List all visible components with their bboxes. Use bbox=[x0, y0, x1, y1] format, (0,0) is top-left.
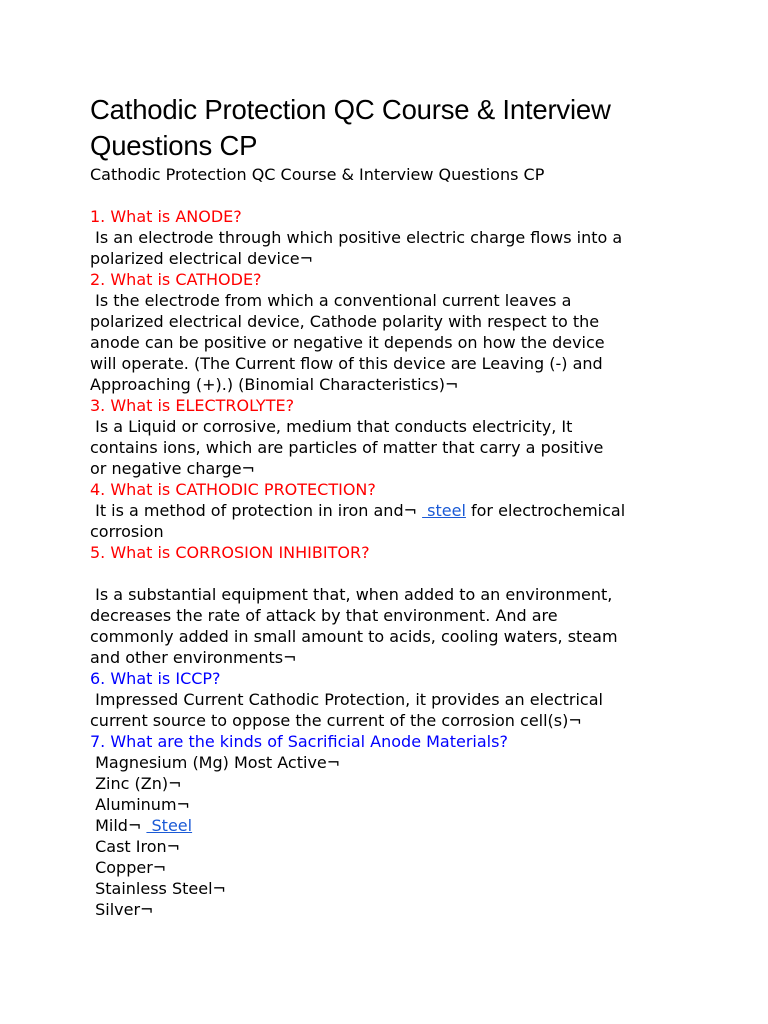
answer-1-line-2: polarized electrical device¬ bbox=[90, 249, 314, 268]
answer-2-line-2: polarized electrical device, Cathode polarity with respect to the bbox=[90, 312, 600, 331]
answer-4-text-post: for electrochemical bbox=[465, 501, 626, 520]
answer-6-line-1: Impressed Current Cathodic Protection, it provides an electrical bbox=[90, 690, 603, 709]
answer-4-line-1 bbox=[90, 500, 690, 521]
answer-4-text-pre: It is a method of protection in iron and¬ bbox=[90, 501, 423, 520]
answer-2-line-4: will operate. (The Current flow of this device are Leaving (-) and bbox=[90, 354, 603, 373]
answer-5-line-3: commonly added in small amount to acids, cooling waters, steam bbox=[90, 627, 618, 646]
question-2: 2. What is CATHODE? bbox=[90, 270, 262, 289]
document-title bbox=[90, 92, 690, 164]
title-line-1: Cathodic Protection QC Course & Interview bbox=[90, 94, 611, 125]
answer-5-line-2: decreases the rate of attack by that environment. And are bbox=[90, 606, 558, 625]
steel-link[interactable]: steel bbox=[422, 501, 466, 520]
answer-2-line-3: anode can be positive or negative it depends on how the device bbox=[90, 333, 605, 352]
question-1: 1. What is ANODE? bbox=[90, 207, 242, 226]
answer-4-line-2: corrosion bbox=[90, 522, 164, 541]
answer-1-line-1: Is an electrode through which positive electric charge flows into a bbox=[90, 228, 623, 247]
anode-material-item: Copper¬ bbox=[90, 858, 167, 877]
steel-link-2[interactable]: Steel bbox=[146, 816, 193, 835]
answer-3-line-3: or negative charge¬ bbox=[90, 459, 255, 478]
question-4: 4. What is CATHODIC PROTECTION? bbox=[90, 480, 376, 499]
anode-material-item: Silver¬ bbox=[90, 900, 154, 919]
answer-3-line-1: Is a Liquid or corrosive, medium that conducts electricity, It bbox=[90, 417, 573, 436]
title-line-2: Questions CP bbox=[90, 130, 258, 161]
anode-material-item: Magnesium (Mg) Most Active¬ bbox=[90, 753, 341, 772]
anode-material-item: Zinc (Zn)¬ bbox=[90, 774, 182, 793]
question-6: 6. What is ICCP? bbox=[90, 669, 221, 688]
question-3: 3. What is ELECTROLYTE? bbox=[90, 396, 295, 415]
answer-2-line-5: Approaching (+).) (Binomial Characteristics)¬ bbox=[90, 375, 459, 394]
document-body bbox=[90, 164, 690, 920]
question-5: 5. What is CORROSION INHIBITOR? bbox=[90, 543, 370, 562]
answer-3-line-2: contains ions, which are particles of matter that carry a positive bbox=[90, 438, 604, 457]
question-7: 7. What are the kinds of Sacrificial Anode Materials? bbox=[90, 732, 508, 751]
anode-material-item: Stainless Steel¬ bbox=[90, 879, 226, 898]
blank-line bbox=[90, 563, 690, 584]
document-page bbox=[90, 92, 690, 920]
answer-5-line-4: and other environments¬ bbox=[90, 648, 297, 667]
anode-material-item bbox=[90, 815, 690, 836]
answer-2-line-1: Is the electrode from which a conventional current leaves a bbox=[90, 291, 572, 310]
answer-5-line-1: Is a substantial equipment that, when added to an environment, bbox=[90, 585, 613, 604]
anode-material-item: Aluminum¬ bbox=[90, 795, 190, 814]
anode-material-item: Cast Iron¬ bbox=[90, 837, 181, 856]
blank-line bbox=[90, 185, 690, 206]
answer-6-line-2: current source to oppose the current of the corrosion cell(s)¬ bbox=[90, 711, 582, 730]
subtitle: Cathodic Protection QC Course & Interview Questions CP bbox=[90, 165, 545, 184]
mild-text: Mild¬ bbox=[90, 816, 147, 835]
